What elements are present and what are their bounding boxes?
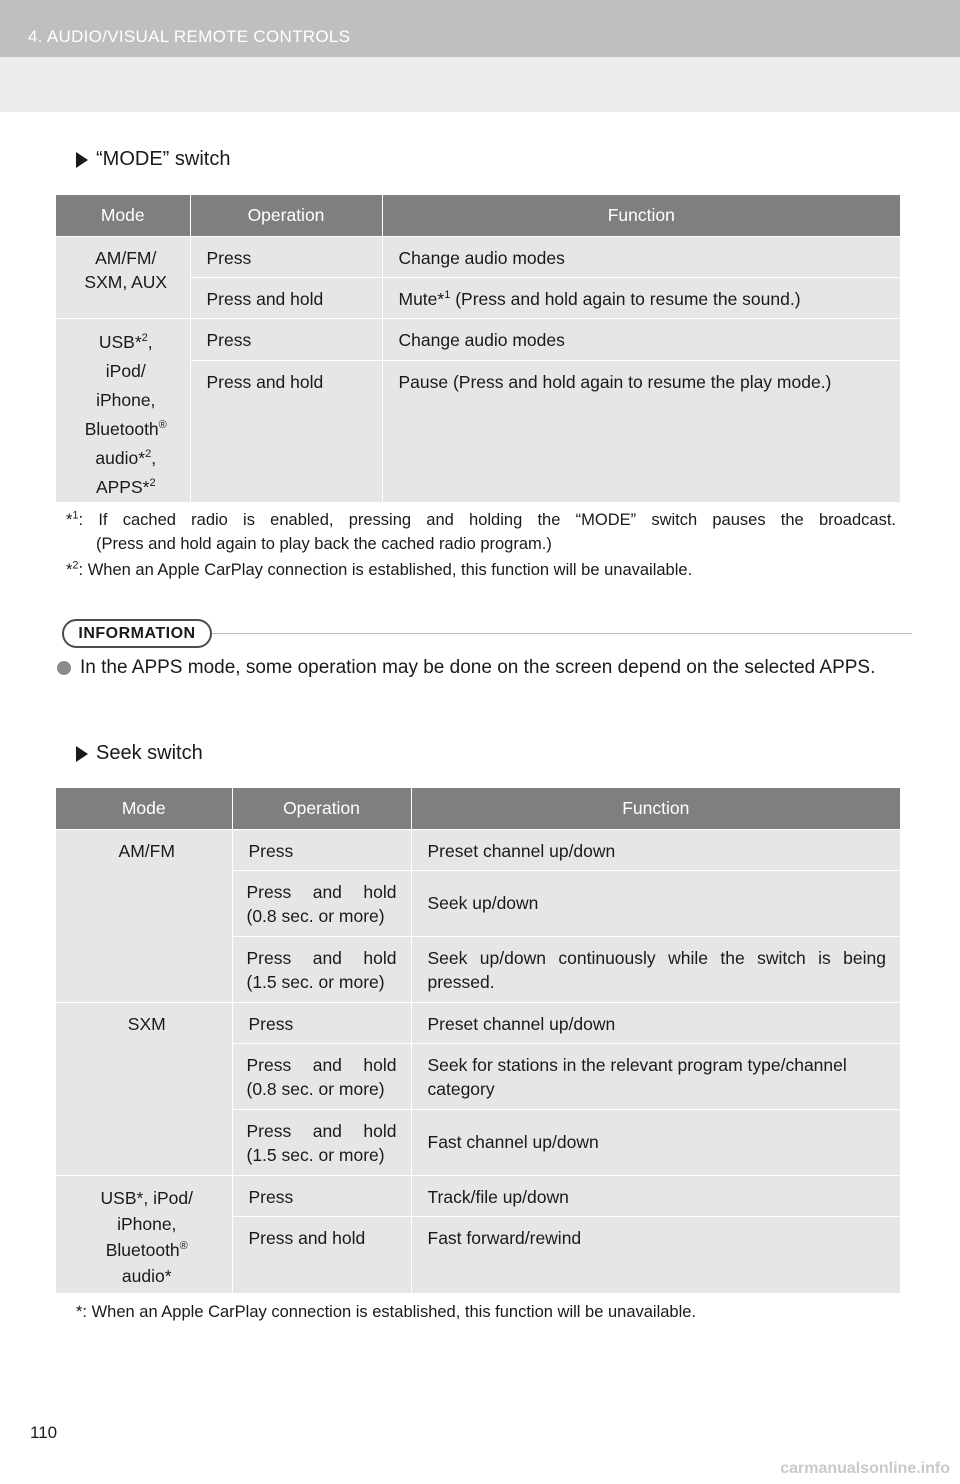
mode-text: USB*$^2$,: [98, 332, 153, 352]
footnote-seek: *: When an Apple CarPlay connection is established, this function will be unavailable.: [76, 1303, 697, 1321]
table-row: [56, 1003, 900, 1044]
function-text: (Press and hold again to resume the sound.): [450, 289, 801, 309]
col-header-operation: Operation: [232, 788, 411, 830]
mode-text: AM/FM/: [95, 248, 157, 268]
mode-text: APPS*$^2$: [95, 477, 156, 497]
operation-cell: Press: [232, 1003, 411, 1044]
table-header-row: [56, 195, 900, 237]
function-text: Mute*: [398, 289, 445, 309]
col-header-function: Function: [382, 195, 900, 237]
mode-text: iPhone,: [96, 390, 156, 410]
operation-cell: Press: [232, 830, 411, 871]
mode-text: Bluetooth®: [84, 419, 167, 439]
bullet-dot-icon: [57, 661, 71, 675]
table-row: [56, 830, 900, 871]
function-cell: Track/file up/down: [411, 1176, 900, 1217]
page-number: 110: [30, 1423, 58, 1442]
table-header-row: [56, 788, 900, 830]
table-row: [56, 1176, 900, 1217]
information-label: INFORMATION: [62, 619, 212, 648]
mode-text: SXM, AUX: [84, 272, 168, 292]
operation-cell: Press and hold (0.8 sec. or more): [232, 871, 411, 937]
seek-switch-table: [56, 788, 900, 1293]
col-header-function: Function: [411, 788, 900, 830]
function-cell: Pause (Press and hold again to resume the play mode.): [382, 360, 900, 502]
mode-cell: [56, 237, 190, 319]
mode-cell: SXM: [56, 1003, 232, 1176]
mode-cell: AM/FM: [56, 830, 232, 1003]
operation-cell: Press and hold: [232, 1217, 411, 1293]
information-text: In the APPS mode, some operation may be done on the screen depend on the selected APPS.: [80, 657, 876, 678]
col-header-mode: Mode: [56, 195, 190, 237]
section-title: 4. AUDIO/VISUAL REMOTE CONTROLS: [28, 27, 351, 46]
table-row: [56, 237, 900, 278]
function-cell: Change audio modes: [382, 319, 900, 361]
mode-switch-heading-text: “MODE” switch: [96, 148, 231, 170]
mode-cell: [56, 319, 190, 503]
footnote-2: *$^2$: When an Apple CarPlay connection is established, this function will be unavailable.: [66, 559, 693, 579]
operation-cell: Press and hold: [190, 278, 382, 319]
function-cell: Seek up/down: [411, 871, 900, 937]
seek-switch-heading-text: Seek switch: [96, 742, 203, 764]
mode-text: iPhone,: [117, 1214, 177, 1234]
col-header-mode: Mode: [56, 788, 232, 830]
operation-cell: Press and hold (1.5 sec. or more): [232, 937, 411, 1003]
mode-switch-table: [56, 195, 900, 502]
operation-cell: Press and hold (1.5 sec. or more): [232, 1110, 411, 1176]
function-cell: Preset channel up/down: [411, 830, 900, 871]
mode-text: iPod/: [105, 361, 146, 381]
function-cell: Seek up/down continuously while the switch is being pressed.: [411, 937, 900, 1003]
col-header-operation: Operation: [190, 195, 382, 237]
mode-switch-heading: [76, 148, 230, 171]
info-divider: [212, 633, 912, 634]
footnote-ref: 1: [444, 289, 451, 302]
function-cell: Seek for stations in the relevant program type/channel category: [411, 1044, 900, 1110]
operation-cell: Press: [232, 1176, 411, 1217]
function-cell: Fast forward/rewind: [411, 1217, 900, 1293]
mode-text: Bluetooth®: [105, 1240, 188, 1260]
table-row: [56, 319, 900, 361]
function-cell: Preset channel up/down: [411, 1003, 900, 1044]
footnote-1: *$^1$: If cached radio is enabled, pressing and holding the “MODE” switch pauses the broadcast. (Press and hold again to play back the cached radio program.): [66, 509, 896, 553]
operation-cell: Press: [190, 237, 382, 278]
mode-cell: [56, 1176, 232, 1293]
seek-switch-heading: [76, 742, 203, 765]
triangle-bullet-icon: [76, 152, 88, 168]
function-cell: [382, 278, 900, 319]
function-cell: Fast channel up/down: [411, 1110, 900, 1176]
watermark: carmanualsonline.info: [780, 1460, 950, 1477]
mode-text: audio*$^2$,: [95, 448, 157, 468]
triangle-bullet-icon: [76, 746, 88, 762]
mode-text: USB*, iPod/: [100, 1188, 193, 1208]
operation-cell: Press: [190, 319, 382, 361]
mode-text: audio*: [121, 1266, 172, 1286]
operation-cell: Press and hold (0.8 sec. or more): [232, 1044, 411, 1110]
function-cell: Change audio modes: [382, 237, 900, 278]
operation-cell: Press and hold: [190, 360, 382, 502]
